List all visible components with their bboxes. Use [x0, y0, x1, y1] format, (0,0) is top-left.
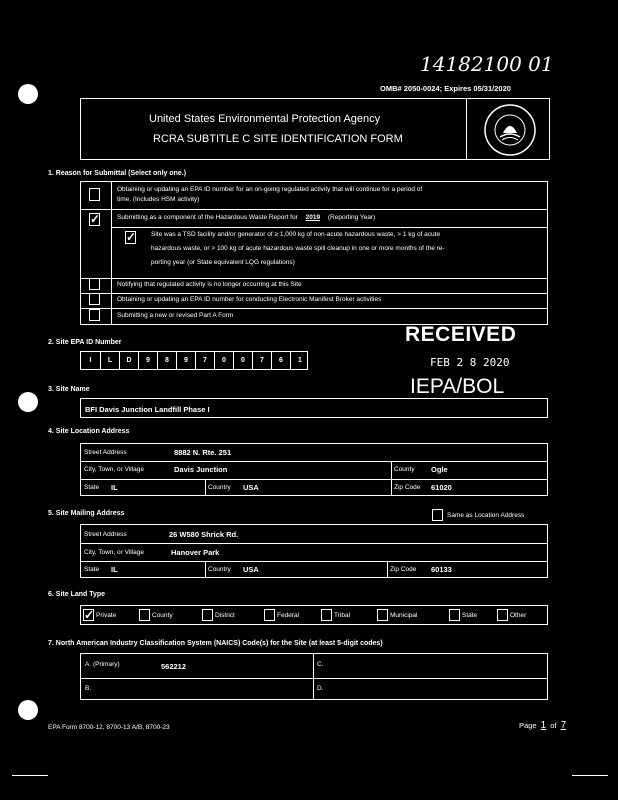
naics-a-value: 562212 — [161, 662, 187, 671]
reason-table — [80, 181, 548, 325]
mail-country-label: Country — [208, 566, 231, 573]
land-type-row — [80, 605, 548, 625]
received-stamp: RECEIVED — [405, 323, 517, 346]
mail-state-label: State — [84, 566, 100, 573]
reason-sub1-checkbox[interactable]: ✓ — [126, 230, 137, 244]
site-name-box — [80, 398, 548, 418]
omb-number: OMB# 2050-0024; Expires 05/31/2020 — [380, 84, 511, 93]
land-type-private-label: Private — [96, 612, 117, 619]
bottom-rule-left — [12, 775, 48, 776]
land-type-district-label: District — [215, 612, 235, 619]
reason-opt1-checkbox[interactable] — [89, 188, 100, 201]
loc-zip: 61020 — [431, 483, 452, 492]
mail-street: 26 W580 Shrick Rd. — [169, 530, 239, 539]
loc-zip-label: Zip Code — [394, 484, 421, 491]
naics-a-label: A. (Primary) — [85, 661, 120, 668]
page-number: 1 — [540, 720, 547, 731]
land-type-tribal-label: Tribal — [334, 612, 351, 619]
loc-city-label: City, Town, or Village — [84, 466, 144, 473]
location-address-table — [80, 443, 548, 496]
mail-state: IL — [111, 565, 118, 574]
reason-opt1: Obtaining or updating an EPA ID number for an on-going regulated activity that will continue for a period of — [117, 186, 423, 193]
reporting-year: 2019 — [305, 214, 321, 221]
footer-form-number: EPA Form 8700-12, 8700-13 A/B, 8700-23 — [48, 724, 170, 731]
footer-page: Page 1 of 7 — [519, 720, 567, 731]
received-org: IEPA/BOL — [410, 375, 505, 398]
land-type-other-label: Other — [510, 612, 527, 619]
same-as-location-checkbox[interactable] — [432, 509, 443, 521]
section2-title: 2. Site EPA ID Number — [48, 339, 122, 346]
mailing-address-table — [80, 524, 548, 578]
punch-hole-top — [18, 84, 38, 104]
epa-id-digit: 7 — [195, 352, 214, 369]
reason-opt3-checkbox[interactable] — [89, 278, 100, 290]
bottom-rule-right — [572, 775, 608, 776]
reason-opt3: Notifying that regulated activity is no longer occurring at this Site — [117, 281, 302, 288]
mail-zip-label: Zip Code — [390, 566, 417, 573]
land-type-federal-checkbox[interactable] — [264, 609, 275, 621]
reason-opt2-checkbox[interactable]: ✓ — [90, 212, 101, 226]
naics-d-label: D. — [317, 685, 324, 692]
reason-sub3: porting year (or State equivalent LQG regulations) — [151, 259, 295, 266]
agency-name: United States Environmental Protection Agency — [149, 113, 381, 125]
reason-opt2: Submitting as a component of the Hazardous Waste Report for 2019 (Reporting Year) — [117, 214, 376, 221]
loc-county-label: County — [394, 466, 415, 473]
section3-title: 3. Site Name — [48, 386, 90, 393]
site-name: BFI Davis Junction Landfill Phase I — [85, 405, 210, 414]
epa-seal-icon — [483, 103, 537, 157]
land-type-municipal-label: Municipal — [390, 612, 418, 619]
epa-id-digit: D — [119, 352, 138, 369]
reason-sub2: hazardous waste, or > 100 kg of acute hazardous waste spill cleanup in one or more months of the re- — [151, 245, 445, 252]
naics-c-label: C. — [317, 661, 324, 668]
same-as-location-label: Same as Location Address — [447, 512, 525, 519]
land-type-county-label: County — [152, 612, 173, 619]
land-type-county-checkbox[interactable] — [139, 609, 150, 621]
epa-id-digit: 7 — [252, 352, 271, 369]
form-title: RCRA SUBTITLE C SITE IDENTIFICATION FORM — [153, 133, 403, 145]
loc-country-label: Country — [208, 484, 231, 491]
epa-id-number — [80, 351, 308, 370]
section6-title: 6. Site Land Type — [48, 591, 106, 598]
land-type-federal-label: Federal — [277, 612, 300, 619]
section1-title: 1. Reason for Submittal (Select only one.) — [48, 170, 187, 177]
reason-sub1: Site was a TSD facility and/or generator of ≥ 1,000 kg of non-acute hazardous waste, > 1 kg of acute — [151, 231, 441, 238]
mail-city: Hanover Park — [171, 548, 220, 557]
epa-id-digit: 8 — [157, 352, 176, 369]
loc-street: 8882 N. Rte. 251 — [174, 448, 232, 457]
land-type-municipal-checkbox[interactable] — [377, 609, 388, 621]
section7-title: 7. North American Industry Classification System (NAICS) Code(s) for the Site (at least 5-digit codes) — [48, 640, 383, 647]
land-type-private-checkbox[interactable] — [83, 609, 94, 621]
epa-id-digit: 1 — [290, 352, 309, 369]
loc-county: Ogle — [431, 465, 448, 474]
handwritten-id: 14182100 01 — [420, 52, 554, 76]
epa-id-digit: I — [89, 357, 92, 364]
epa-id-digit: 9 — [138, 352, 157, 369]
page-total: 7 — [560, 720, 567, 731]
naics-b-label: B. — [85, 685, 92, 692]
punch-hole-bottom — [18, 700, 38, 720]
loc-city: Davis Junction — [174, 465, 228, 474]
epa-id-digit: L — [100, 352, 119, 369]
mail-zip: 60133 — [431, 565, 452, 574]
received-date: FEB 2 8 2020 — [430, 356, 510, 369]
epa-id-digit: 6 — [271, 352, 290, 369]
mail-street-label: Street Address — [84, 531, 127, 538]
punch-hole-middle — [18, 392, 38, 412]
reason-opt5-checkbox[interactable] — [89, 309, 100, 321]
check-mark-icon: ✓ — [84, 608, 95, 622]
mail-city-label: City, Town, or Village — [84, 549, 144, 556]
reason-opt4-checkbox[interactable] — [89, 293, 100, 305]
reason-opt1b: time. (Includes HSM activity) — [117, 196, 200, 203]
land-type-state-checkbox[interactable] — [449, 609, 460, 621]
loc-street-label: Street Address — [84, 449, 127, 456]
section4-title: 4. Site Location Address — [48, 428, 130, 435]
epa-id-digit: 0 — [214, 352, 233, 369]
form-header — [80, 98, 550, 160]
naics-table — [80, 653, 548, 700]
loc-state: IL — [111, 483, 118, 492]
land-type-state-label: State — [462, 612, 478, 619]
mail-country: USA — [243, 565, 259, 574]
loc-country: USA — [243, 483, 259, 492]
epa-id-digit: 0 — [233, 352, 252, 369]
land-type-tribal-checkbox[interactable] — [321, 609, 332, 621]
reason-opt4: Obtaining or updating an EPA ID number for conducting Electronic Manifest Broker activities — [117, 296, 382, 303]
land-type-other-checkbox[interactable] — [497, 609, 508, 621]
loc-state-label: State — [84, 484, 100, 491]
reason-opt5: Submitting a new or revised Part A Form — [117, 312, 234, 319]
epa-id-digit: 9 — [176, 352, 195, 369]
land-type-district-checkbox[interactable] — [202, 609, 213, 621]
section5-title: 5. Site Mailing Address — [48, 510, 125, 517]
